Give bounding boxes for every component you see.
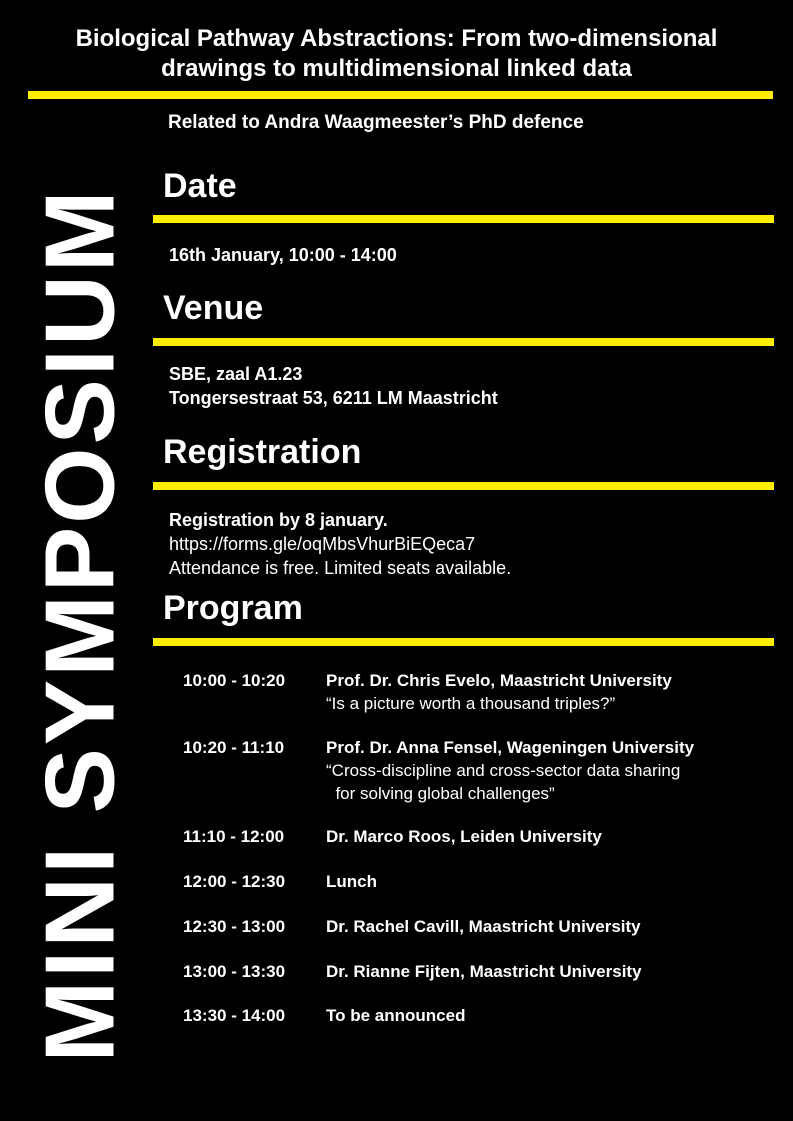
program-speaker: Prof. Dr. Anna Fensel, Wageningen University — [326, 738, 695, 757]
program-time: 11:10 - 12:00 — [183, 827, 285, 846]
program-talk: “Is a picture worth a thousand triples?” — [326, 694, 616, 713]
program-speaker: Dr. Rianne Fijten, Maastricht University — [326, 962, 642, 981]
program-speaker: To be announced — [326, 1006, 466, 1025]
program-speaker: Lunch — [326, 872, 377, 891]
side-title — [25, 186, 135, 1063]
title-line-1: Biological Pathway Abstractions: From two-dimensional — [75, 25, 718, 52]
program-time: 12:00 - 12:30 — [183, 872, 286, 891]
side-title-text: MINI SYMPOSIUM — [25, 186, 135, 1063]
program-time: 13:00 - 13:30 — [183, 962, 286, 981]
venue-heading: Venue — [163, 289, 264, 327]
program-time: 10:00 - 10:20 — [183, 671, 286, 690]
date-value: 16th January, 10:00 - 14:00 — [169, 245, 397, 265]
date-divider — [153, 215, 774, 223]
program-time: 13:30 - 14:00 — [183, 1006, 286, 1025]
subtitle: Related to Andra Waagmeester’s PhD defence — [168, 112, 584, 133]
program-time: 12:30 - 13:00 — [183, 917, 286, 936]
venue-divider — [153, 338, 774, 346]
program-speaker: Dr. Rachel Cavill, Maastricht University — [326, 917, 641, 936]
registration-divider — [153, 482, 774, 490]
venue-room: SBE, zaal A1.23 — [169, 364, 303, 384]
title-line-2: drawings to multidimensional linked data — [161, 55, 632, 82]
date-heading: Date — [163, 167, 237, 205]
title-divider — [28, 91, 773, 99]
registration-deadline: Registration by 8 january. — [169, 510, 388, 530]
program-speaker: Dr. Marco Roos, Leiden University — [326, 827, 602, 846]
registration-note: Attendance is free. Limited seats available. — [169, 558, 512, 578]
program-speaker: Prof. Dr. Chris Evelo, Maastricht University — [326, 671, 672, 690]
title — [0, 24, 793, 84]
registration-heading: Registration — [163, 433, 362, 471]
program-talk: “Cross-discipline and cross-sector data sharing for solving global challenges” — [326, 761, 681, 803]
venue-address: Tongersestraat 53, 6211 LM Maastricht — [169, 388, 498, 408]
program-heading: Program — [163, 589, 303, 627]
program-time: 10:20 - 11:10 — [183, 738, 285, 757]
registration-link[interactable]: https://forms.gle/oqMbsVhurBiEQeca7 — [169, 534, 476, 554]
program-divider — [153, 638, 774, 646]
